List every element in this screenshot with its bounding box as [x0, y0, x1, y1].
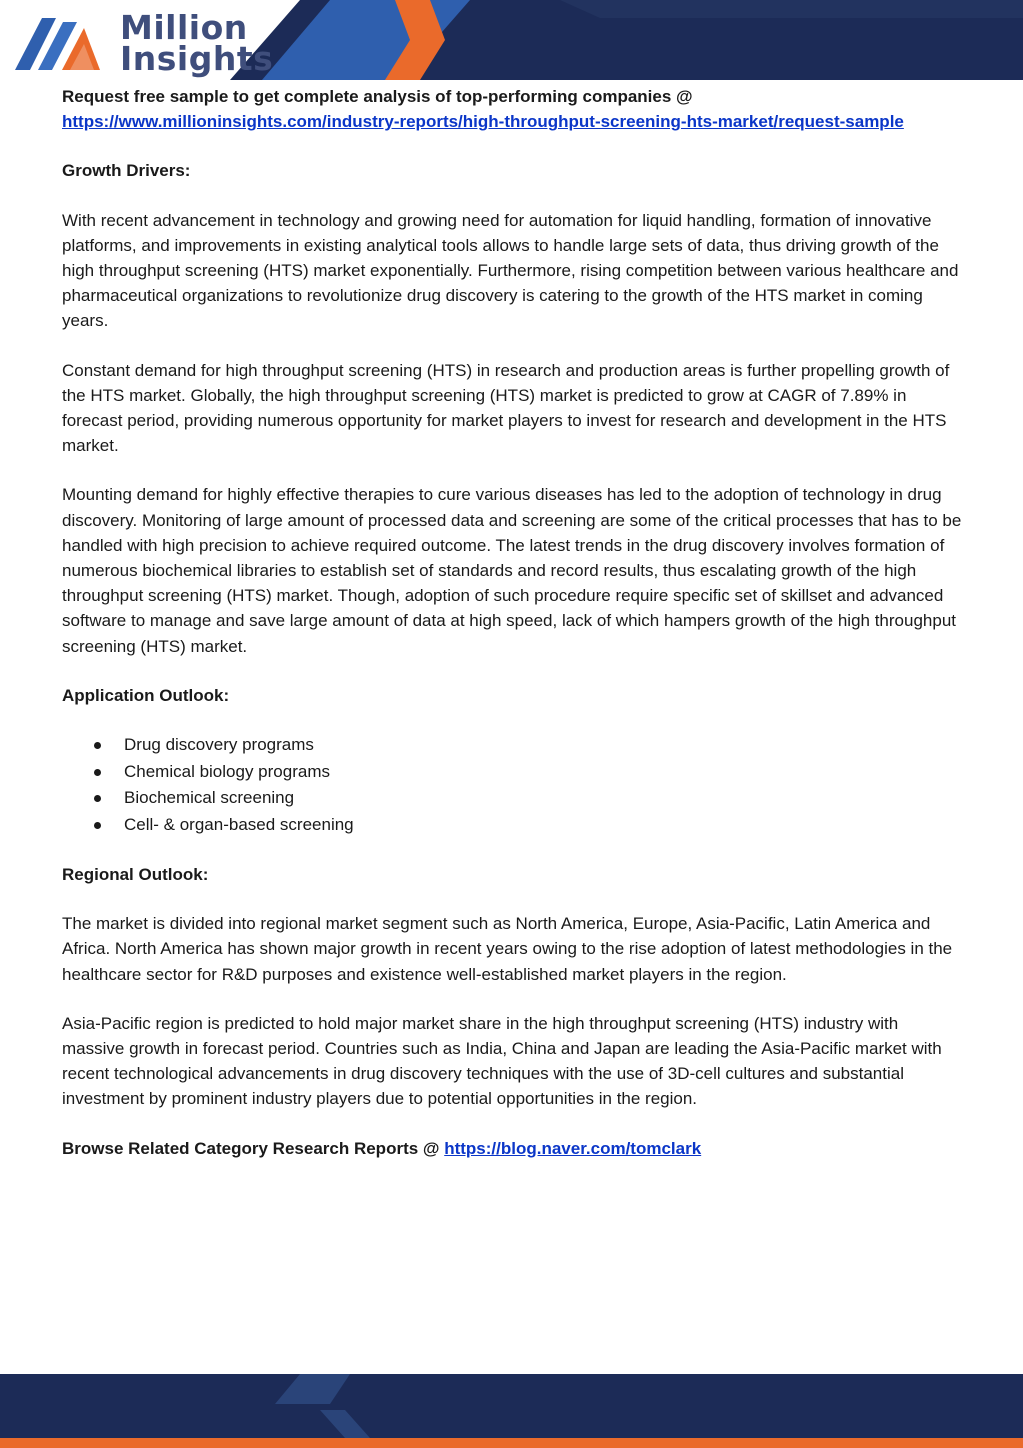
request-sample-label: Request free sample to get complete analysis of top-performing companies @: [62, 87, 693, 106]
regional-outlook-heading: Regional Outlook:: [62, 865, 209, 885]
million-insights-logo[interactable]: [10, 6, 274, 78]
header-banner: [0, 0, 1023, 80]
browse-related-label: Browse Related Category Research Reports @: [62, 1138, 440, 1158]
logo-line-2: Insights: [120, 39, 274, 78]
application-outlook-heading: Application Outlook:: [62, 685, 230, 705]
list-item: Cell- & organ-based screening: [124, 812, 962, 839]
list-item: Drug discovery programs: [124, 732, 962, 759]
footer-banner: [0, 1374, 1023, 1448]
growth-paragraph-1: With recent advancement in technology and growing need for automation for liquid handling, formation of innovative platforms, and improvements in existing analytical tools allows to handle large sets of data, thus driving growth of the high throughput screening (HTS) market exponentially. Furthermore, rising competition between various healthcare and pharmaceutical organizations to revolutionize drug discovery is catering to the growth of the HTS market in coming years.: [62, 210, 959, 331]
footer-graphic: [0, 1374, 1023, 1448]
application-list: [62, 732, 962, 838]
list-item: Chemical biology programs: [124, 759, 962, 786]
regional-paragraph-2: Asia-Pacific region is predicted to hold major market share in the high throughput screening (HTS) industry with massive growth in forecast period. Countries such as India, China and Japan are leading the Asia-Pacific market with recent technological advancements in drug discovery techniques with the use of 3D-cell cultures and substantial investment by prominent industry players due to potential opportunities in the region.: [62, 1013, 942, 1109]
browse-related-paragraph: [62, 1136, 962, 1161]
logo-wordmark: [120, 8, 274, 78]
growth-paragraph-2: Constant demand for high throughput screening (HTS) in research and production areas is further propelling growth of the HTS market. Globally, the high throughput screening (HTS) market is predicted to grow at CAGR of 7.89% in forecast period, providing numerous opportunity for market players to invest for research and development in the HTS market.: [62, 360, 950, 456]
growth-paragraph-3: Mounting demand for highly effective therapies to cure various diseases has led to the adoption of technology in drug discovery. Monitoring of large amount of processed data and screening are some of the critical processes that has to be handled with high precision to achieve required outcome. The latest trends in the drug discovery involves formation of numerous biochemical libraries to establish set of standards and record results, thus escalating growth of the high throughput screening (HTS) market. Though, adoption of such procedure require specific set of skillset and advanced software to manage and save large amount of data at high speed, lack of which hampers growth of the high throughput screening (HTS) market.: [62, 485, 962, 656]
logo-line-1: Million: [120, 8, 248, 47]
request-sample-paragraph: [62, 84, 962, 134]
browse-related-link[interactable]: https://blog.naver.com/tomclark: [444, 1138, 702, 1158]
list-item: Biochemical screening: [124, 785, 962, 812]
logo-mark-icon: [10, 6, 110, 76]
growth-drivers-heading: Growth Drivers:: [62, 161, 191, 181]
document-body: [62, 84, 962, 1185]
regional-paragraph-1: The market is divided into regional market segment such as North America, Europe, Asia-Pacific, Latin America and Africa. North America has shown major growth in recent years owing to the rise adoption of latest methodologies in the healthcare sector for R&D purposes and existence well-established market players in the region.: [62, 914, 953, 984]
request-sample-link[interactable]: https://www.millioninsights.com/industry-reports/high-throughput-screening-hts-market/request-sample: [62, 112, 904, 132]
